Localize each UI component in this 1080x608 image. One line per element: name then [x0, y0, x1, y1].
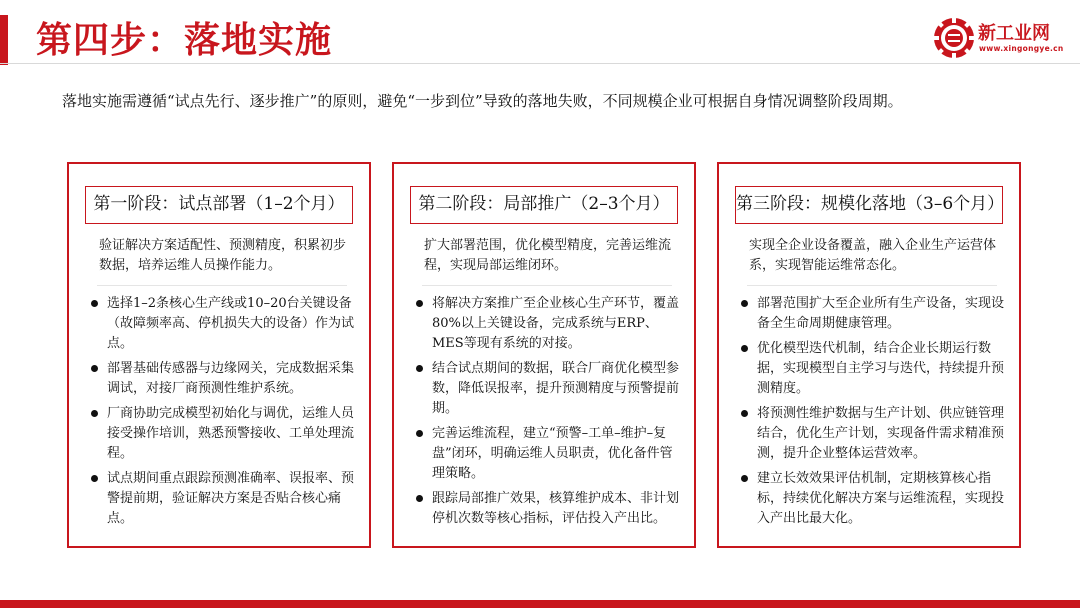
stage-divider — [747, 285, 997, 286]
brand-logo[interactable] — [933, 17, 1073, 61]
stage-bullet-list — [87, 294, 355, 534]
stage-summary: 实现全企业设备覆盖，融入企业生产运营体系，实现智能运维常态化。 — [749, 238, 997, 273]
stage-bullet-list — [737, 294, 1005, 534]
stage-bullet — [737, 339, 1005, 399]
stage-bullet — [87, 294, 355, 354]
title-accent-bar — [0, 15, 8, 65]
bullet-text: 建立长效效果评估机制，定期核算核心指标，持续优化解决方案与运维流程，实现投入产出比最大化。 — [757, 471, 1005, 526]
stage-bullet — [412, 294, 680, 354]
stage-summary: 验证解决方案适配性、预测精度，积累初步数据，培养运维人员操作能力。 — [99, 238, 347, 273]
bullet-dot-icon — [741, 345, 748, 352]
stage-summary: 扩大部署范围，优化模型精度，完善运维流程，实现局部运维闭环。 — [424, 238, 672, 273]
stage-bullet — [412, 359, 680, 419]
logo-text: 新工业网 — [978, 23, 1050, 44]
stage-heading: 第三阶段：规模化落地（3–6个月） — [735, 186, 1003, 224]
bullet-text: 结合试点期间的数据，联合厂商优化模型参数，降低误报率，提升预测精度与预警提前期。 — [432, 361, 680, 416]
bullet-dot-icon — [741, 410, 748, 417]
bullet-text: 厂商协助完成模型初始化与调优，运维人员接受操作培训，熟悉预警接收、工单处理流程。 — [107, 406, 355, 461]
bullet-text: 完善运维流程，建立“预警–工单–维护–复盘”闭环，明确运维人员职责，优化备件管理策略。 — [432, 426, 673, 481]
bullet-dot-icon — [416, 365, 423, 372]
bullet-text: 将解决方案推广至企业核心生产环节，覆盖80%以上关键设备，完成系统与ERP、MES等现有系统的对接。 — [432, 296, 680, 351]
bullet-dot-icon — [741, 300, 748, 307]
footer-accent-bar — [0, 600, 1080, 608]
stage-card-2 — [392, 162, 696, 548]
bullet-dot-icon — [741, 475, 748, 482]
bullet-dot-icon — [91, 410, 98, 417]
bullet-dot-icon — [416, 430, 423, 437]
logo-url: www.xingongye.cn — [979, 44, 1064, 53]
bullet-dot-icon — [416, 495, 423, 502]
bullet-text: 跟踪局部推广效果，核算维护成本、非计划停机次数等核心指标，评估投入产出比。 — [432, 491, 680, 526]
bullet-text: 选择1–2条核心生产线或10–20台关键设备（故障频率高、停机损失大的设备）作为试点。 — [107, 296, 355, 351]
stage-heading: 第二阶段：局部推广（2–3个月） — [410, 186, 678, 224]
bullet-text: 部署范围扩大至企业所有生产设备，实现设备全生命周期健康管理。 — [757, 296, 1005, 331]
intro-paragraph: 落地实施需遵循“试点先行、逐步推广”的原则，避免“一步到位”导致的落地失败，不同规模企业可根据自身情况调整阶段周期。 — [62, 92, 903, 110]
bullet-dot-icon — [91, 475, 98, 482]
bullet-dot-icon — [91, 300, 98, 307]
stage-bullet — [87, 359, 355, 399]
stage-bullet — [87, 469, 355, 529]
bullet-text: 优化模型迭代机制，结合企业长期运行数据，实现模型自主学习与迭代，持续提升预测精度。 — [757, 341, 1005, 396]
stage-bullet — [737, 469, 1005, 529]
bullet-text: 试点期间重点跟踪预测准确率、误报率、预警提前期，验证解决方案是否贴合核心痛点。 — [107, 471, 355, 526]
stage-card-1 — [67, 162, 371, 548]
bullet-dot-icon — [91, 365, 98, 372]
stage-bullet — [737, 404, 1005, 464]
stage-bullet — [412, 489, 680, 529]
stage-card-3 — [717, 162, 1021, 548]
gear-logo-icon — [933, 17, 975, 59]
stage-heading: 第一阶段：试点部署（1–2个月） — [85, 186, 353, 224]
bullet-dot-icon — [416, 300, 423, 307]
stage-divider — [97, 285, 347, 286]
bullet-text: 将预测性维护数据与生产计划、供应链管理结合，优化生产计划，实现备件需求精准预测，提升企业整体运营效率。 — [757, 406, 1005, 461]
bullet-text: 部署基础传感器与边缘网关，完成数据采集调试，对接厂商预测性维护系统。 — [107, 361, 355, 396]
stage-bullet — [87, 404, 355, 464]
stage-bullet — [737, 294, 1005, 334]
stage-bullet — [412, 424, 680, 484]
page-title: 第四步：落地实施 — [36, 19, 333, 61]
header-divider — [0, 63, 1080, 64]
stage-bullet-list — [412, 294, 680, 534]
stage-divider — [422, 285, 672, 286]
